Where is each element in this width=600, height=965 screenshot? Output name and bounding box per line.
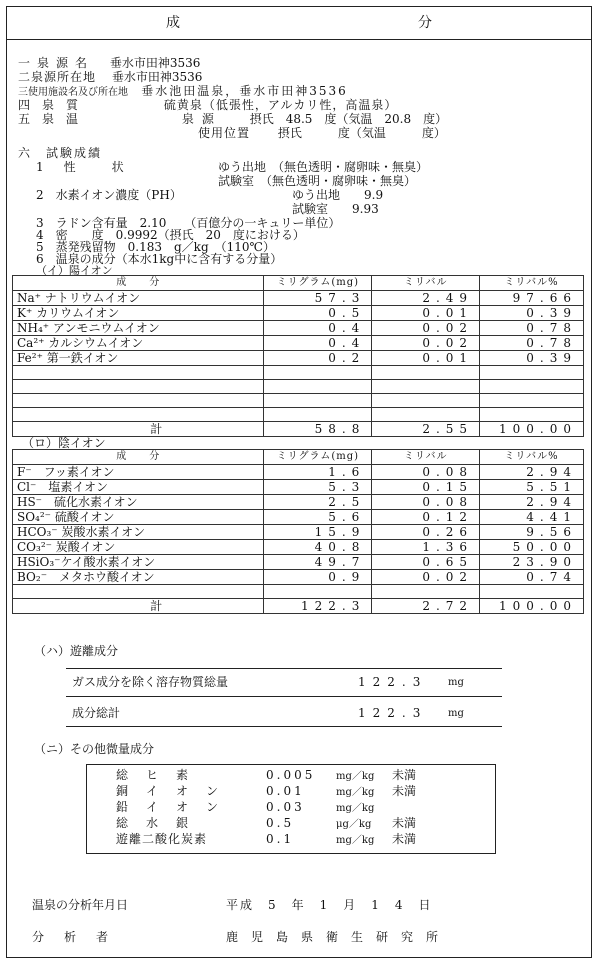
dissolved-total-value: 122.3 — [358, 675, 428, 689]
trace-copper-row: 銅 イ オ ン 0.01 mg／kg 未満 — [116, 784, 417, 798]
radon-row: 3 ラドン含有量 2.10 （百億分の一キュリー単位） — [36, 216, 341, 230]
analysis-date-label: 温泉の分析年月日 — [32, 898, 129, 912]
col-mval: ミリバル — [372, 450, 480, 465]
usage-temp-row — [198, 126, 446, 140]
facility-label: 三使用施設名及び所在地 — [18, 87, 128, 98]
density-row: 4 密 度 0.9992（摂氏 20 度における） — [36, 228, 305, 242]
table-row: CO₃²⁻ 炭酸イオン 40.8 1.36 50.00 — [13, 540, 584, 555]
spring-temp-row — [18, 112, 447, 126]
source-location-row — [18, 70, 202, 84]
table-row: Fe²⁺ 第一鉄イオン 0.2 0.01 0.39 — [13, 351, 584, 366]
analyst-value: 鹿児島県衛生研究所 — [226, 930, 452, 944]
empty-row — [13, 585, 584, 599]
table-row: HS⁻ 硫化水素イオン 2.5 0.08 2.94 — [13, 495, 584, 510]
trace-components-header: （ニ）その他微量成分 — [34, 742, 155, 756]
ph-label: 2 水素イオン濃度（PH） — [36, 188, 182, 202]
spring-temp-source-label: 泉源 — [181, 112, 222, 126]
anion-total-pct: 100.00 — [480, 599, 584, 614]
cation-table — [12, 275, 584, 437]
spring-temp-source-value: 摂氏 48.5 度（気温 20.8 度） — [249, 112, 448, 126]
anion-total-mg: 122.3 — [264, 599, 372, 614]
component-total-unit: mg — [448, 708, 464, 719]
dissolved-total-unit: mg — [448, 677, 464, 688]
cation-total-mval: 2.55 — [372, 422, 480, 437]
table-row: F⁻ フッ素イオン 1.6 0.08 2.94 — [13, 465, 584, 480]
anion-total-row — [13, 599, 584, 614]
composition-row: 6 温泉の成分（本水1kg中に含有する分量） — [36, 252, 283, 266]
anion-total-mval: 2.72 — [372, 599, 480, 614]
col-mval-pct: ミリバル% — [480, 276, 584, 291]
table-row: BO₂⁻ メタホウ酸イオン 0.9 0.02 0.74 — [13, 570, 584, 585]
empty-row — [13, 366, 584, 380]
source-location-label: 二泉源所在地 — [18, 70, 97, 84]
ph-lab: 試験室 9.93 — [292, 202, 379, 216]
divider — [66, 726, 502, 727]
cation-total-label: 計 — [13, 422, 264, 437]
col-component: 成 分 — [13, 450, 264, 465]
divider — [66, 696, 502, 697]
empty-row — [13, 394, 584, 408]
spring-quality-label: 四泉質 — [18, 98, 91, 112]
source-name-value: 垂水市田神3536 — [109, 56, 201, 70]
empty-row — [13, 380, 584, 394]
component-total-value: 122.3 — [358, 706, 428, 720]
col-mg: ミリグラム(mg) — [264, 450, 372, 465]
table-row: HSiO₃⁻ケイ酸水素イオン 49.7 0.65 23.90 — [13, 555, 584, 570]
table-row: HCO₃⁻ 炭酸水素イオン 15.9 0.26 9.56 — [13, 525, 584, 540]
usage-temp-label: 使用位置 — [198, 126, 251, 140]
table-row: SO₄²⁻ 硫酸イオン 5.6 0.12 4.41 — [13, 510, 584, 525]
divider — [66, 668, 502, 669]
spring-quality-value: 硫黄泉（低張性，アルカリ性，高温泉） — [163, 98, 398, 112]
spring-temp-label: 五泉温 — [18, 112, 91, 126]
analyst-label: 分 析 者 — [32, 930, 113, 944]
table-row: NH₄⁺ アンモニウムイオン 0.4 0.02 0.78 — [13, 321, 584, 336]
ph-source: ゆう出地 9.9 — [292, 188, 384, 202]
source-location-value: 垂水市田神3536 — [111, 70, 203, 84]
property-source: ゆう出地 （無色透明・腐卵味・無臭） — [218, 160, 429, 174]
component-total-label: 成分総計 — [72, 706, 121, 720]
anion-header-row — [13, 450, 584, 465]
usage-temp-value: 摂氏 度（気温 度） — [277, 126, 446, 140]
cation-total-pct: 100.00 — [480, 422, 584, 437]
source-name-row — [18, 56, 200, 70]
col-mg: ミリグラム(mg) — [264, 276, 372, 291]
trace-co2-row: 遊離二酸化炭素 0.1 mg／kg 未満 — [116, 832, 417, 846]
col-component: 成 分 — [13, 276, 264, 291]
dissolved-total-label: ガス成分を除く溶存物質総量 — [72, 675, 229, 689]
trace-arsenic-row: 総 ヒ 素 0.005 mg／kg 未満 — [116, 768, 417, 782]
anion-total-label: 計 — [13, 599, 264, 614]
col-mval: ミリバル — [372, 276, 480, 291]
tests-header: 六 試験成績 — [18, 146, 103, 160]
cation-total-mg: 58.8 — [264, 422, 372, 437]
empty-row — [13, 408, 584, 422]
property-label: 1 性 状 — [36, 160, 128, 174]
document-title: 成 分 — [7, 7, 591, 40]
cation-header-row — [13, 276, 584, 291]
table-row: Cl⁻ 塩素イオン 5.3 0.15 5.51 — [13, 480, 584, 495]
property-lab: 試験室 （無色透明・腐卵味・無臭） — [218, 174, 417, 188]
table-row: K⁺ カリウムイオン 0.5 0.01 0.39 — [13, 306, 584, 321]
anion-header: （ロ）陰イオン — [22, 436, 106, 450]
analysis-date-value: 平成 5 年 1 月 1 4 日 — [226, 898, 433, 912]
cation-header: （イ）陽イオン — [36, 264, 113, 277]
trace-mercury-row: 総 水 銀 0.5 μg／kg 未満 — [116, 816, 417, 830]
source-name-label: 一泉源名 — [18, 56, 95, 70]
free-components-header: （ハ）遊離成分 — [34, 644, 119, 658]
table-row: Na⁺ ナトリウムイオン 57.3 2.49 97.66 — [13, 291, 584, 306]
facility-value: 垂水池田温泉，垂水市田神3536 — [141, 84, 348, 98]
anion-table — [12, 449, 584, 614]
trace-lead-row: 鉛 イ オ ン 0.03 mg／kg — [116, 800, 375, 814]
table-row: Ca²⁺ カルシウムイオン 0.4 0.02 0.78 — [13, 336, 584, 351]
col-mval-pct: ミリバル% — [480, 450, 584, 465]
residue-row: 5 蒸発残留物 0.183 g／kg （110℃） — [36, 240, 275, 254]
spring-quality-row — [18, 98, 397, 112]
